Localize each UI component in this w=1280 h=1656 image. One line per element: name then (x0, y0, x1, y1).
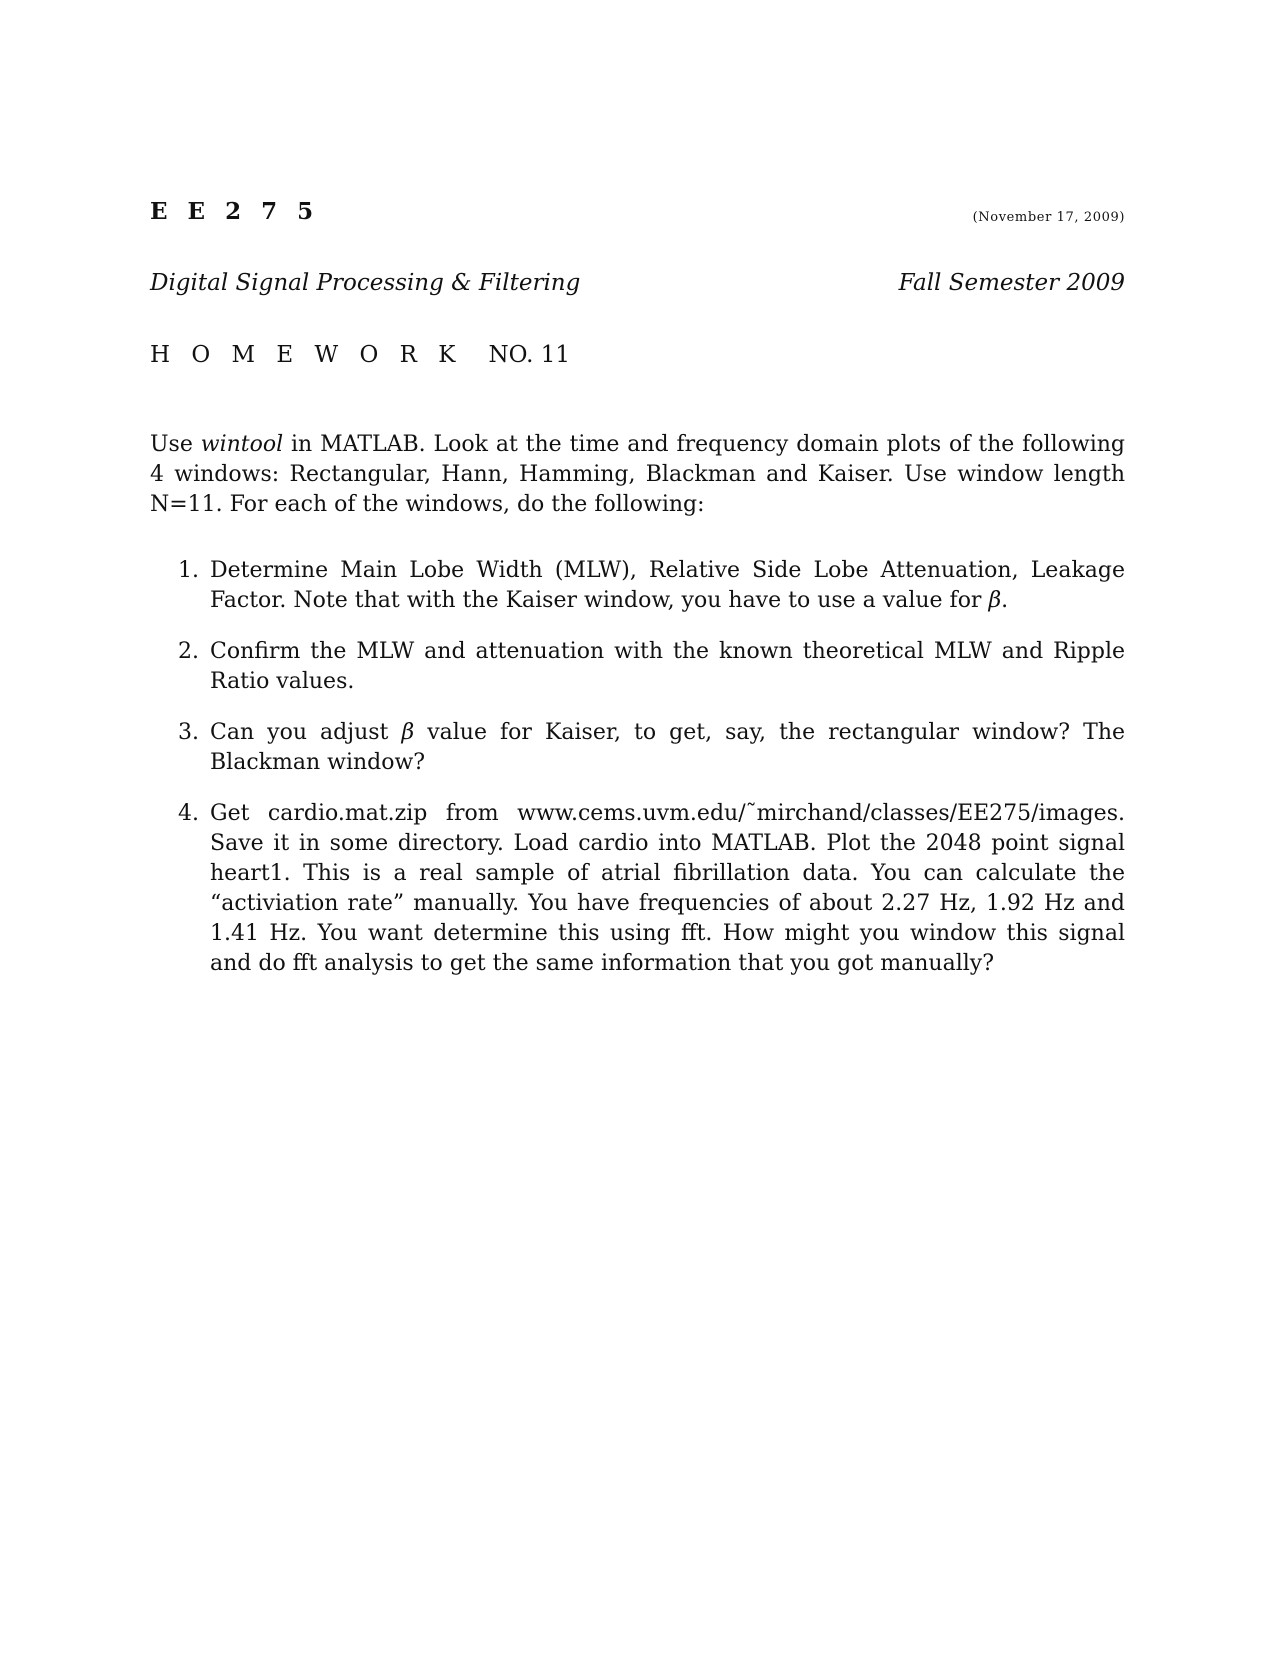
intro-paragraph (150, 430, 1125, 520)
task-list (150, 556, 1125, 1000)
homework-heading (150, 342, 570, 368)
homework-word: H O M E W O R K (150, 342, 463, 368)
task-item-2 (150, 637, 1125, 697)
task-item-3 (150, 718, 1125, 778)
task-text: Get cardio.mat.zip from www.cems.uvm.edu/˜mirchand/classes/EE275/images. Save it in some directory. Load cardio into MATLAB. Plot the 2048 point signal heart1. This is a real sample of atrial fibrillation data. You can calculate the “activiation rate” manually. You have frequencies of about 2.27 Hz, 1.92 Hz and 1.41 Hz. You want determine this using fft. How might you window this signal and do fft analysis to get the same information that you got manually? (210, 801, 1125, 976)
intro-text-rest: in MATLAB. Look at the time and frequency domain plots of the following 4 windows: Rectangular, Hann, Hamming, Blackman and Kaiser. Use window length N=11. For each of the windows, do the following: (150, 432, 1125, 517)
tool-name: wintool (200, 432, 284, 457)
task-item-4 (150, 799, 1125, 979)
beta-symbol: β (988, 588, 1002, 613)
task-number: 1. (178, 558, 199, 583)
intro-text-start: Use (150, 432, 201, 457)
homework-number: NO. 11 (488, 342, 570, 368)
task-number: 3. (178, 720, 199, 745)
document-date: (November 17, 2009) (972, 210, 1125, 225)
task-item-1 (150, 556, 1125, 616)
task-text-end: . (1001, 588, 1009, 613)
task-text: Can you adjust (210, 720, 402, 745)
course-title: Digital Signal Processing & Filtering (150, 270, 581, 296)
task-text: Determine Main Lobe Width (MLW), Relative Side Lobe Attenuation, Leakage Factor. Note that with the Kaiser window, you have to use a value for (210, 558, 1125, 613)
task-number: 2. (178, 639, 199, 664)
task-number: 4. (178, 801, 199, 826)
semester: Fall Semester 2009 (898, 270, 1125, 296)
beta-symbol: β (401, 720, 415, 745)
task-text: Confirm the MLW and attenuation with the known theoretical MLW and Ripple Ratio values. (210, 639, 1125, 694)
course-code: E E 2 7 5 (150, 198, 320, 225)
task-text-end: value for Kaiser, to get, say, the rectangular window? The Blackman window? (210, 720, 1126, 775)
